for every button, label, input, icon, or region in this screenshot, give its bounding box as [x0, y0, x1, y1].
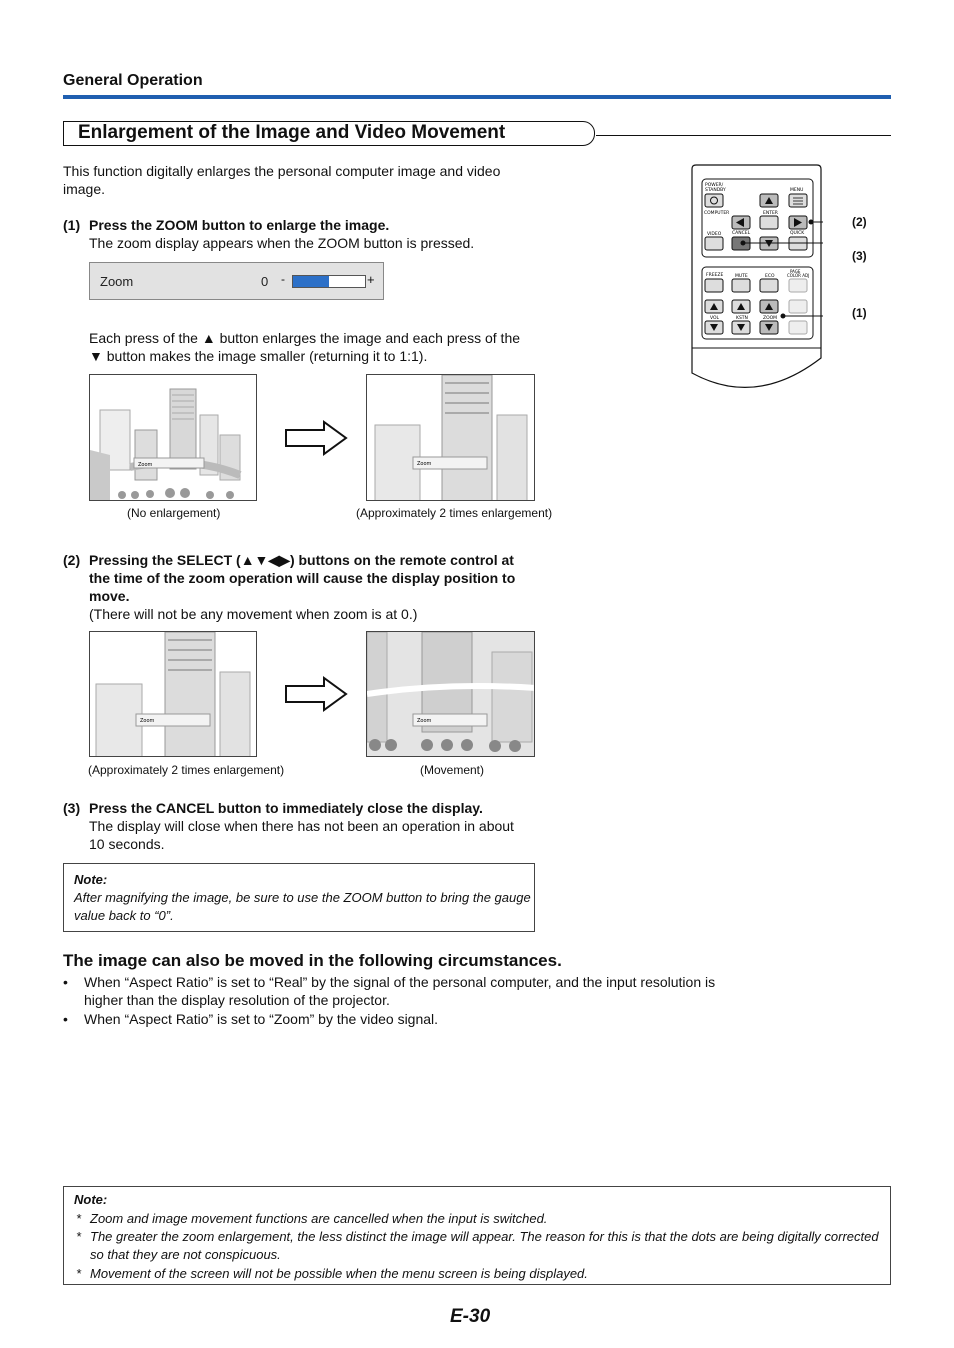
bullet-1-line-1: When “Aspect Ratio” is set to “Real” by the signal of the personal computer, and the input resolution is	[84, 974, 716, 990]
page-number: E-30	[450, 1306, 491, 1327]
figure-no-enlargement	[89, 374, 257, 501]
svg-text:PAGE: PAGE	[790, 269, 801, 274]
step2-heading-1: Pressing the SELECT (▲▼◀▶) buttons on the remote control at	[89, 552, 514, 568]
remote-control	[690, 163, 823, 390]
remote-cancel-label: CANCEL	[732, 231, 751, 236]
bullet-1-line-2: higher than the display resolution of the projector.	[84, 992, 390, 1008]
step1-number: (1)	[63, 217, 81, 233]
step2-heading-3: move.	[89, 588, 130, 604]
note2-item-1: Zoom and image movement functions are cancelled when the input is switched.	[90, 1211, 548, 1226]
zoom-gauge	[292, 275, 366, 288]
step3-number: (3)	[63, 800, 81, 816]
figure-movement	[366, 631, 535, 757]
note1-line-1: After magnifying the image, be sure to use the ZOOM button to bring the gauge	[74, 890, 531, 905]
zoom-minus: -	[281, 272, 285, 286]
mini-zoom-label: Zoom	[140, 718, 155, 724]
remote-mute-label: MUTE	[735, 274, 748, 279]
remote-computer-label: COMPUTER	[704, 211, 730, 216]
zoom-label: Zoom	[100, 274, 134, 289]
step1-heading: Press the ZOOM button to enlarge the image.	[89, 217, 390, 233]
city-zoomed-illustration	[90, 632, 257, 757]
note2-asterisk-2: *	[76, 1229, 82, 1244]
intro-line-1: This function digitally enlarges the personal computer image and video	[63, 163, 501, 179]
figure-2x-enlargement-before-move	[89, 631, 257, 757]
city-moved-illustration	[367, 632, 535, 757]
remote-kstn-label: KSTN	[736, 316, 748, 321]
note2-title: Note:	[74, 1192, 108, 1207]
step2-text: (There will not be any movement when zoom is at 0.)	[89, 606, 418, 622]
step3-heading: Press the CANCEL button to immediately close the display.	[89, 800, 483, 816]
note2-item-3: Movement of the screen will not be possible when the menu screen is being displayed.	[90, 1266, 588, 1281]
figure-2x-enlargement	[366, 374, 535, 501]
arrow-right-icon	[284, 676, 348, 717]
caption-2x-enlargement: (Approximately 2 times enlargement)	[356, 506, 553, 520]
note-box-1	[63, 863, 535, 932]
section-header: General Operation	[63, 72, 203, 89]
note2-asterisk-1: *	[76, 1211, 82, 1226]
remote-vol-label: VOL	[710, 316, 720, 321]
zoom-display	[89, 262, 384, 300]
callout-3: (3)	[852, 249, 867, 263]
caption-movement: (Movement)	[420, 763, 485, 777]
mini-zoom-label: Zoom	[417, 461, 432, 467]
remote-freeze-label: FREEZE	[706, 273, 724, 278]
note1-title: Note:	[74, 872, 108, 887]
note2-item-2-line-1: The greater the zoom enlargement, the less distinct the image will appear. The reason for this is that the dots are being digitally corrected	[90, 1229, 879, 1244]
svg-text:COLOR ADJ: COLOR ADJ	[787, 273, 810, 278]
remote-menu-label: MENU	[790, 188, 804, 193]
step1-desc-1: Each press of the ▲ button enlarges the image and each press of the	[89, 330, 521, 346]
arrow-right-icon	[284, 420, 348, 461]
callout-2: (2)	[852, 215, 867, 229]
zoom-plus: +	[367, 272, 375, 287]
bullet-1-dot: •	[63, 974, 68, 990]
bullet-2-line-1: When “Aspect Ratio” is set to “Zoom” by the video signal.	[84, 1011, 439, 1027]
remote-quick-label: QUICK	[790, 231, 805, 236]
page-title: Enlargement of the Image and Video Movement	[78, 122, 506, 143]
step1-desc-2: ▼ button makes the image smaller (returning it to 1:1).	[89, 348, 428, 364]
callout-1: (1)	[852, 306, 867, 320]
step3-text-1: The display will close when there has not been an operation in about	[89, 818, 514, 834]
note2-item-2-line-2: so that they are not conspicuous.	[90, 1247, 281, 1262]
remote-video-label: VIDEO	[707, 232, 722, 237]
city-illustration	[90, 375, 257, 501]
note-box-2	[63, 1186, 891, 1285]
step3-text-2: 10 seconds.	[89, 836, 165, 852]
step2-number: (2)	[63, 552, 81, 568]
intro-line-2: image.	[63, 181, 106, 197]
step2-heading-2: the time of the zoom operation will cause the display position to	[89, 570, 516, 586]
remote-enter-label: ENTER	[763, 211, 778, 216]
caption-no-enlargement: (No enlargement)	[127, 506, 221, 520]
remote-eco-label: ECO	[765, 274, 775, 279]
section-rule	[63, 95, 891, 99]
mini-zoom-label: Zoom	[138, 462, 153, 468]
caption-2x-enlargement-2: (Approximately 2 times enlargement)	[88, 763, 285, 777]
svg-text:STANDBY: STANDBY	[705, 188, 726, 193]
remote-zoom-label: ZOOM	[763, 316, 778, 321]
step1-text: The zoom display appears when the ZOOM button is pressed.	[89, 235, 475, 251]
title-rule	[596, 135, 891, 136]
bullet-2-dot: •	[63, 1011, 68, 1027]
zoom-value: 0	[261, 274, 269, 289]
note2-asterisk-3: *	[76, 1266, 82, 1281]
svg-text:POWER/: POWER/	[705, 183, 724, 188]
mini-zoom-label: Zoom	[417, 718, 432, 724]
zoom-gauge-fill	[293, 276, 329, 287]
subheading: The image can also be moved in the following circumstances.	[63, 951, 562, 970]
note1-line-2: value back to “0”.	[74, 908, 174, 923]
city-zoomed-illustration	[367, 375, 535, 501]
